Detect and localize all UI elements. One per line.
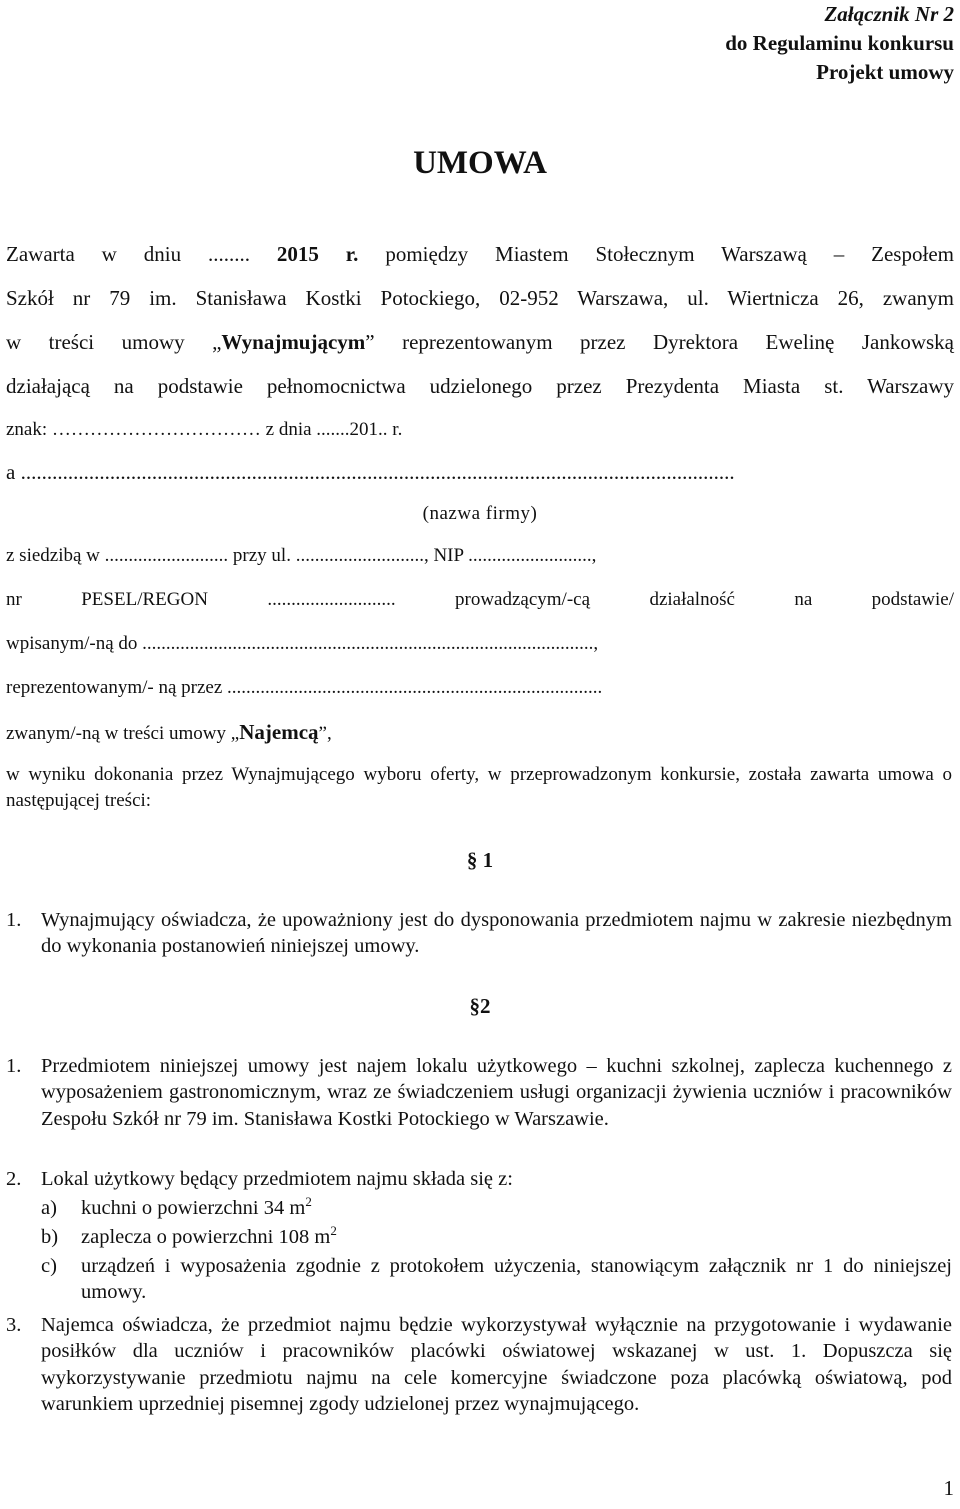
- section-1-heading: § 1: [466, 848, 494, 872]
- intro-line-8: nr PESEL/REGON ........................... prowadzącym/-cą działalność na podstawie/: [6, 589, 954, 610]
- list-letter: b): [41, 1226, 59, 1248]
- intro-line-9: wpisanym/-ną do ...............................................................................................,: [6, 633, 599, 654]
- list-item-a: [41, 1195, 952, 1221]
- section-2-paragraph-2: [6, 1166, 952, 1192]
- intro-text: pomiędzy Miastem Stołecznym Warszawą – Zespołem: [358, 242, 954, 266]
- paragraph-text: Wynajmujący oświadcza, że upoważniony jest do dysponowania przedmiotem najmu w zakresie niezbędnym do wykonania postanowień niniejszej umowy.: [41, 909, 952, 958]
- list-item-c: [41, 1253, 952, 1306]
- kitchen-area-text: kuchni o powierzchni 34 m: [81, 1197, 306, 1219]
- list-letter: a): [41, 1197, 57, 1219]
- section-2-paragraph-1: [6, 1053, 952, 1132]
- firm-name-caption: (nazwa firmy): [422, 503, 538, 524]
- section-2-heading: §2: [469, 994, 491, 1018]
- tenant-term: Najemcą: [239, 720, 319, 744]
- list-item-b: [41, 1224, 952, 1250]
- intro-conclusion: w wyniku dokonania przez Wynajmującego wyboru oferty, w przeprowadzonym konkursie, została zawarta umowa o następującej treści:: [6, 764, 952, 812]
- intro-line-3: [6, 328, 954, 356]
- intro-line-11: [6, 718, 954, 748]
- superscript: 2: [330, 1223, 337, 1239]
- list-item-text: [81, 1224, 952, 1250]
- intro-line-12: [6, 762, 952, 815]
- paragraph-text: Najemca oświadcza, że przedmiot najmu będzie wykorzystywał wyłącznie na przygotowanie i wydawanie posiłków dla uczniów i pracowników placówki oświatowej wskazanej w ust. 1. Dopuszcza się wykorzystywanie przedmiotu najmu na cele komercyjne świadczone poza placówką oświatową, pod warunkiem uprzedniej pisemnej zgody udzielonej przez wynajmującego.: [41, 1314, 952, 1416]
- paragraph-number: 3.: [6, 1314, 22, 1336]
- document-title: UMOWA: [413, 145, 547, 181]
- intro-line-7: z siedzibą w .......................... przy ul. ..........................., NIP ..........................,: [6, 545, 597, 566]
- draft-label: Projekt umowy: [816, 60, 954, 84]
- landlord-term: Wynajmującym: [221, 330, 366, 354]
- intro-line-1: [6, 240, 954, 268]
- paragraph-number: 2.: [6, 1168, 22, 1190]
- intro-line-4: działającą na podstawie pełnomocnictwa udzielonego przez Prezydenta Miasta st. Warszawy: [6, 374, 954, 398]
- paragraph-number: 1.: [6, 909, 22, 931]
- intro-line-6: a ........................................................................................................................................: [6, 460, 735, 484]
- attachment-label: Załącznik Nr 2: [824, 2, 954, 26]
- paragraph-number: 1.: [6, 1055, 22, 1077]
- intro-line-5: znak: …………………………… z dnia .......201.. r.: [6, 419, 403, 440]
- backroom-area-text: zaplecza o powierzchni 108 m: [81, 1226, 331, 1248]
- paragraph-text: Lokal użytkowy będący przedmiotem najmu składa się z:: [41, 1168, 513, 1190]
- intro-text: ”,: [318, 723, 332, 744]
- regulation-label: do Regulaminu konkursu: [725, 31, 954, 55]
- intro-text: w treści umowy „: [6, 330, 222, 354]
- intro-text: zwanym/-ną w treści umowy „: [6, 723, 240, 744]
- list-item-text: [81, 1195, 952, 1221]
- paragraph-text: Przedmiotem niniejszej umowy jest najem lokalu użytkowego – kuchni szkolnej, zaplecza kuchennego z wyposażeniem gastronomicznym, wraz ze świadczeniem usługi organizacji żywienia uczniów i pracowników Zespołu Szkół nr 79 im. Stanisława Kostki Potockiego w Warszawie.: [41, 1055, 952, 1130]
- superscript: 2: [305, 1194, 312, 1210]
- list-letter: c): [41, 1255, 57, 1277]
- intro-text: ” reprezentowanym przez Dyrektora Ewelinę Jankowską: [365, 330, 954, 354]
- section-2-paragraph-3: [6, 1312, 952, 1418]
- intro-line-2: Szkół nr 79 im. Stanisława Kostki Potockiego, 02-952 Warszawa, ul. Wiertnicza 26, zwanym: [6, 286, 954, 310]
- intro-line-10: reprezentowanym/- ną przez ...............................................................................: [6, 677, 603, 698]
- intro-text: Zawarta w dniu ........: [6, 242, 277, 266]
- section-1-paragraph-1: [6, 907, 952, 960]
- contract-year: 2015 r.: [276, 242, 359, 266]
- page-number: 1: [943, 1476, 954, 1500]
- list-item-text: urządzeń i wyposażenia zgodnie z protokołem użyczenia, stanowiącym załącznik nr 1 do niniejszej umowy.: [81, 1255, 952, 1304]
